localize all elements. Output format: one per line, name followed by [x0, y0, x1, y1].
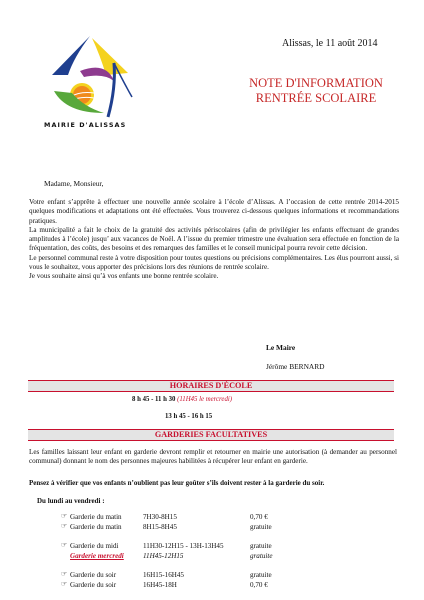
morning-time: 8 h 45 - 11 h 30	[132, 396, 176, 403]
goûter-note: Pensez à vérifier que vos enfants n’oublient pas leur goûter s’ils doivent rester à la garderie du soir.	[29, 479, 325, 487]
mairie-logo-icon	[44, 33, 134, 119]
row-price: gratuite	[250, 571, 272, 579]
wednesday-note: (11H45 le mercredi)	[177, 396, 232, 403]
salutation: Madame, Monsieur,	[44, 179, 104, 188]
row-time: 11H30-12H15 - 13H-13H45	[143, 542, 224, 550]
row-time: 16H45-18H	[143, 581, 177, 589]
list-item	[0, 552, 424, 562]
row-price: gratuite	[250, 552, 273, 560]
row-label: Garderie du soir	[70, 581, 117, 589]
signature-name: Jérôme BERNARD	[266, 362, 325, 371]
row-time: 11H45-12H15	[143, 552, 184, 560]
pointing-hand-icon: ☞	[61, 541, 68, 549]
row-time: 16H15-16H45	[143, 571, 184, 579]
signature-role: Le Maire	[266, 343, 296, 352]
list-item	[0, 542, 424, 552]
dateline: Alissas, le 11 août 2014	[282, 38, 378, 49]
document-title	[226, 76, 406, 105]
horaires-heading: HORAIRES D'ÉCOLE	[169, 381, 253, 390]
letter-body	[29, 198, 399, 281]
garderies-heading: GARDERIES FACULTATIVES	[154, 430, 268, 439]
pointing-hand-icon: ☞	[61, 512, 68, 520]
afternoon-hours: 13 h 45 - 16 h 15	[165, 413, 213, 420]
list-item	[0, 581, 424, 591]
title-line-2: RENTRÉE SCOLAIRE	[255, 90, 377, 105]
garderies-paragraph: Les familles laissant leur enfant en garderie devront remplir et retourner en mairie une autorisation (à demander au personnel communal) donnant le nom des personnes majeures habilitées à récupérer leur enfant en garderie.	[29, 448, 397, 466]
pointing-hand-icon: ☞	[61, 570, 68, 578]
pointing-hand-icon: ☞	[61, 580, 68, 588]
title-line-1: NOTE D'INFORMATION	[249, 76, 383, 90]
row-time: 7H30-8H15	[143, 513, 177, 521]
logo-text: MAIRIE D'ALISSAS	[44, 121, 127, 129]
list-item	[0, 523, 424, 533]
paragraph: Je vous souhaite ainsi qu’à vos enfants une bonne rentrée scolaire.	[29, 272, 219, 280]
row-time: 8H15-8H45	[143, 523, 177, 531]
morning-hours	[132, 396, 232, 403]
row-label: Garderie du soir	[70, 571, 117, 579]
paragraph: Le personnel communal reste à votre disposition pour toutes questions ou précisions complémentaires. Les élus pourront aussi, si vous le souhaitez, vous apporter des précisions lors des réunions de rentrée scolaire.	[29, 253, 399, 271]
pointing-hand-icon: ☞	[61, 522, 68, 530]
row-label: Garderie mercredi	[70, 552, 124, 560]
row-price: 0,70 €	[250, 581, 268, 589]
row-label: Garderie du matin	[70, 523, 122, 531]
row-price: 0,70 €	[250, 513, 268, 521]
weekdays-label: Du lundi au vendredi :	[37, 497, 105, 505]
paragraph: La municipalité a fait le choix de la gratuité des activités périscolaires (afin de privilégier les enfants effectuant de grandes amplitudes à l’école) jusqu’ aux vacances de Noël. A l’issue du premier trimestre une évaluation sera effectuée en fonction de la fréquentation, des coûts, des besoins et des remarques des familles et le conseil municipal pourra revoir cette décision.	[29, 225, 399, 253]
paragraph: Votre enfant s’apprête à effectuer une nouvelle année scolaire à l’école d’Alissas. A l’occasion de cette rentrée 2014-2015 quelques modifications et adaptations ont été effectuées. Vous trouverez ci-dessous quelques informations et recommandations pratiques.	[29, 198, 399, 225]
row-price: gratuite	[250, 542, 272, 550]
row-price: gratuite	[250, 523, 272, 531]
row-label: Garderie du midi	[70, 542, 119, 550]
row-label: Garderie du matin	[70, 513, 122, 521]
